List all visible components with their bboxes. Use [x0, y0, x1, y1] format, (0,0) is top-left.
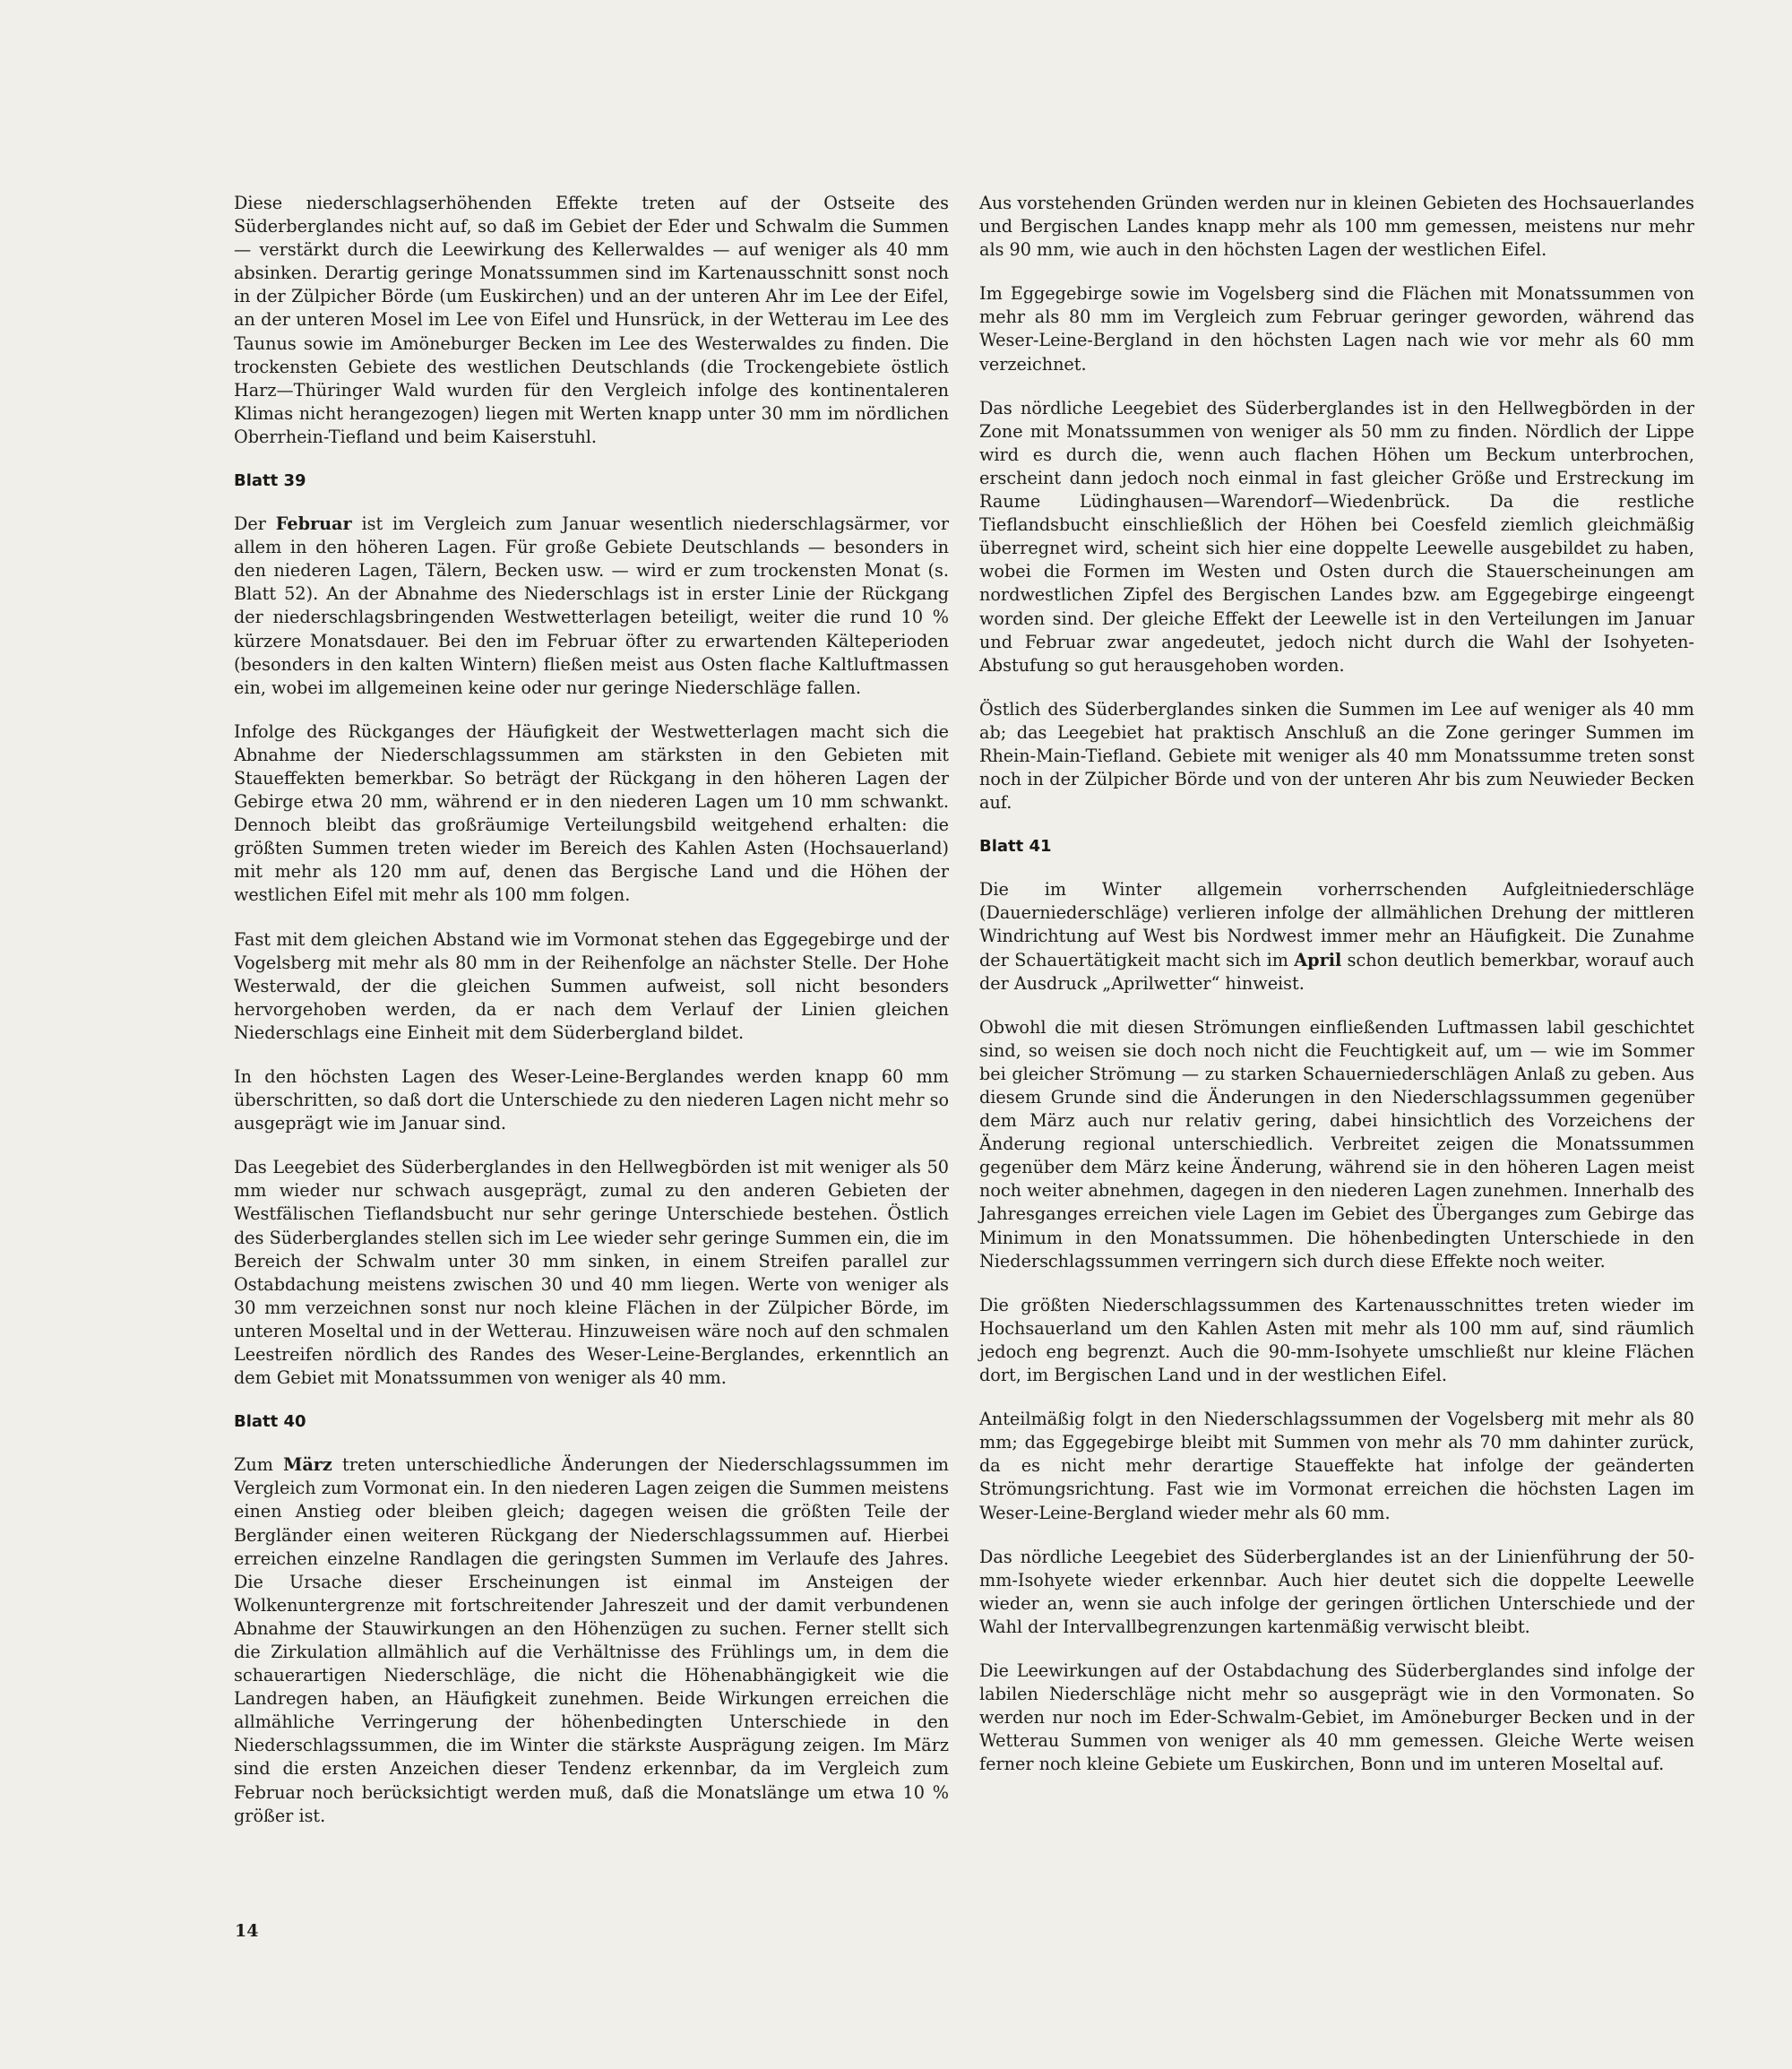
paragraph: In den höchsten Lagen des Weser-Leine-Berglandes werden knapp 60 mm überschritten, so daß dort die Unterschiede zu den niederen Lagen nicht mehr so ausgeprägt wie im Januar sind.	[234, 1066, 949, 1134]
paragraph: Das Leegebiet des Süderberglandes in den Hellwegbörden ist mit weniger als 50 mm wieder nur schwach ausgeprägt, zumal zu den anderen Gebieten der Westfälischen Tieflandsbucht nur sehr geringe Unterschiede bestehen. Östlich des Süderberglandes stellen sich im Lee wieder sehr geringe Summen ein, die im Bereich der Schwalm unter 30 mm sinken, in einem Streifen parallel zur Ostabdachung meistens zwischen 30 und 40 mm liegen. Werte von weniger als 30 mm verzeichnen sonst nur noch kleine Flächen in der Zülpicher Börde, im unteren Moseltal und in der Wetterau. Hinzuweisen wäre noch auf den schmalen Leestreifen nördlich des Randes des Weser-Leine-Berglandes, erkenntlich an dem Gebiet mit Monatssummen von weniger als 40 mm.	[234, 1157, 949, 1389]
paragraph: Die größten Niederschlagssummen des Kartenausschnittes treten wieder im Hochsauerland um den Kahlen Asten mit mehr als 100 mm auf, sind räumlich jedoch eng begrenzt. Auch die 90-mm-Isohyete umschließt nur kleine Flächen dort, im Bergischen Land und in der westlichen Eifel.	[979, 1294, 1694, 1386]
paragraph-body: schon deutlich bemerkbar, worauf auch der Ausdruck „Aprilwetter“ hinweist.	[979, 949, 1694, 994]
paragraph-lead: Der	[234, 513, 276, 535]
section-heading-blatt-39: Blatt 39	[234, 471, 306, 491]
paragraph-body: ist im Vergleich zum Januar wesentlich niederschlagsärmer, vor allem in den höheren Lagen. Für große Gebiete Deutschlands — besonders in den niederen Lagen, Tälern, Becken usw. — wird er zum trockensten Monat (s. Blatt 52). An der Abnahme des Niederschlags ist in erster Linie der Rückgang der niederschlagsbringenden Westwetterlagen beteiligt, weiter die rund 10 % kürzere Monatsdauer. Bei den im Februar öfter zu erwartenden Kälteperioden (besonders in den kalten Wintern) fließen meist aus Osten flache Kaltluftmassen ein, wobei im allgemeinen keine oder nur geringe Niederschläge fallen.	[234, 513, 950, 698]
section-heading-blatt-41: Blatt 41	[979, 837, 1052, 857]
paragraph: Diese niederschlagserhöhenden Effekte treten auf der Ostseite des Süderberglandes nicht auf, so daß im Gebiet der Eder und Schwalm die Summen — verstärkt durch die Leewirkung des Kellerwaldes — auf weniger als 40 mm absinken. Derartig geringe Monatssummen sind im Kartenausschnitt sonst noch in der Zülpicher Börde (um Euskirchen) und an der unteren Ahr im Lee der Eifel, an der unteren Mosel im Lee von Eifel und Hunsrück, in der Wetterau im Lee des Taunus sowie im Amöneburger Becken im Lee des Westerwaldes zu finden. Die trockensten Gebiete des westlichen Deutschlands (die Trockengebiete östlich Harz—Thüringer Wald wurden für den Vergleich infolge des kontinentaleren Klimas nicht herangezogen) liegen mit Werten knapp unter 30 mm im nördlichen Oberrhein-Tiefland und beim Kaiserstuhl.	[234, 193, 949, 447]
paragraph: Die Leewirkungen auf der Ostabdachung des Süderberglandes sind infolge der labilen Niederschläge nicht mehr so ausgeprägt wie in den Vormonaten. So werden nur noch im Eder-Schwalm-Gebiet, im Amöneburger Becken und in der Wetterau Summen von weniger als 40 mm gemessen. Gleiche Werte weisen ferner noch kleine Gebiete um Euskirchen, Bonn und im unteren Moseltal auf.	[979, 1660, 1694, 1775]
paragraph-lead: Die im Winter allgemein vorherrschenden Aufgleitniederschläge (Dauerniederschläge) verlieren infolge der allmählichen Drehung der mittleren Windrichtung auf West bis Nordwest immer mehr an Häufigkeit. Die Zunahme der Schauertätigkeit macht sich im	[979, 879, 1694, 970]
paragraph: Im Eggegebirge sowie im Vogelsberg sind die Flächen mit Monatssummen von mehr als 80 mm im Vergleich zum Februar geringer geworden, während das Weser-Leine-Bergland in den höchsten Lagen nach wie vor mehr als 60 mm verzeichnet.	[979, 283, 1694, 375]
paragraph	[234, 513, 949, 700]
month-emphasis: April	[1294, 949, 1342, 970]
paragraph: Anteilmäßig folgt in den Niederschlagssummen der Vogelsberg mit mehr als 80 mm; das Eggegebirge bleibt mit Summen von mehr als 70 mm dahinter zurück, da es nicht mehr derartige Staueffekte hat infolge der geänderten Strömungsrichtung. Fast wie im Vormonat erreichen die höchsten Lagen im Weser-Leine-Bergland wieder mehr als 60 mm.	[979, 1409, 1694, 1523]
paragraph	[979, 878, 1694, 995]
section-heading-blatt-40: Blatt 40	[234, 1412, 306, 1432]
left-column	[234, 192, 949, 1849]
paragraph: Fast mit dem gleichen Abstand wie im Vormonat stehen das Eggegebirge und der Vogelsberg mit mehr als 80 mm in der Reihenfolge an nächster Stelle. Der Hohe Westerwald, der die gleichen Summen aufweist, soll nicht besonders hervorgehoben werden, da er nach dem Verlauf der Linien gleichen Niederschlags eine Einheit mit dem Süderbergland bildet.	[234, 928, 949, 1043]
month-emphasis: Februar	[275, 513, 352, 535]
paragraph	[234, 1453, 949, 1828]
paragraph-lead: Zum	[234, 1454, 284, 1476]
paragraph: Das nördliche Leegebiet des Süderberglandes ist an der Linienführung der 50-mm-Isohyete wieder erkennbar. Auch hier deutet sich die doppelte Leewelle wieder an, wenn sie auch infolge der geringen örtlichen Unterschiede und der Wahl der Intervallbegrenzungen kartenmäßig verwischt bleibt.	[979, 1546, 1694, 1637]
month-emphasis: März	[283, 1454, 332, 1476]
paragraph: Östlich des Süderberglandes sinken die Summen im Lee auf weniger als 40 mm ab; das Leegebiet hat praktisch Anschluß an die Zone geringer Summen im Rhein-Main-Tiefland. Gebiete mit weniger als 40 mm Monatssumme treten sonst noch in der Zülpicher Börde und von der unteren Ahr bis zum Neuwieder Becken auf.	[979, 698, 1694, 814]
right-column	[979, 192, 1694, 1797]
paragraph-body: treten unterschiedliche Änderungen der Niederschlagssummen im Vergleich zum Vormonat ein. In den niederen Lagen zeigen die Summen meistens einen Anstieg oder bleiben gleich; dagegen weisen die größten Teile der Bergländer einen weiteren Rückgang der Niederschlagssummen auf. Hierbei erreichen einzelne Randlagen die geringsten Summen im Verlaufe des Jahres. Die Ursache dieser Erscheinungen ist einmal im Ansteigen der Wolkenuntergrenze mit fortschreitender Jahreszeit und der damit verbundenen Abnahme der Stauwirkungen an den Höhenzügen zu suchen. Ferner stellt sich die Zirkulation allmählich auf die Verhältnisse des Frühlings um, in dem die schauerartigen Niederschläge, die nicht die Höhenabhängigkeit wie die Landregen haben, an Häufigkeit zunehmen. Beide Wirkungen erreichen die allmähliche Verringerung der höhenbedingten Unterschiede in den Niederschlagssummen, die im Winter die stärkste Ausprägung zeigen. Im März sind die ersten Anzeichen dieser Tendenz erkennbar, da im Vergleich zum Februar noch berücksichtigt werden muß, daß die Monatslänge um etwa 10 % größer ist.	[234, 1454, 950, 1826]
paragraph: Das nördliche Leegebiet des Süderberglandes ist in den Hellwegbörden in der Zone mit Monatssummen von weniger als 50 mm zu finden. Nördlich der Lippe wird es durch die, wenn auch flachen Höhen um Beckum unterbrochen, erscheint dann jedoch noch einmal in fast gleicher Größe und Erstreckung im Raume Lüdinghausen—Warendorf—Wiedenbrück. Da die restliche Tieflandsbucht einschließlich der Höhen bei Coesfeld ziemlich gleichmäßig überregnet wird, scheint sich hier eine doppelte Leewelle ausgebildet zu haben, wobei die Formen im Westen und Osten durch die Stauerscheinungen am nordwestlichen Zipfel des Bergischen Landes bzw. am Eggegebirge eingeengt worden sind. Der gleiche Effekt der Leewelle ist in den Verteilungen im Januar und Februar zwar angedeutet, jedoch nicht durch die Wahl der Isohyeten-Abstufung so gut herausgehoben worden.	[979, 397, 1694, 676]
paragraph: Aus vorstehenden Gründen werden nur in kleinen Gebieten des Hochsauerlandes und Bergischen Landes knapp mehr als 100 mm gemessen, meistens nur mehr als 90 mm, wie auch in den höchsten Lagen der westlichen Eifel.	[979, 193, 1694, 261]
paragraph: Obwohl die mit diesen Strömungen einfließenden Luftmassen labil geschichtet sind, so weisen sie doch noch nicht die Feuchtigkeit auf, um — wie im Sommer bei gleicher Strömung — zu starken Schauerniederschlägen Anlaß zu geben. Aus diesem Grunde sind die Änderungen in den Niederschlagssummen gegenüber dem März auch nur relativ gering, dabei hinsichtlich des Vorzeichens der Änderung regional unterschiedlich. Verbreitet zeigen die Monatssummen gegenüber dem März keine Änderung, während sie in den höheren Lagen meist noch weiter abnehmen, dagegen in den niederen Lagen zunehmen. Innerhalb des Jahresganges erreichen viele Lagen im Gebiet des Überganges zum Gebirge das Minimum in den Monatssummen. Die höhenbedingten Unterschiede in den Niederschlagssummen verringern sich durch diese Effekte noch weiter.	[979, 1016, 1694, 1272]
page-number: 14	[235, 1921, 259, 1941]
paragraph: Infolge des Rückganges der Häufigkeit der Westwetterlagen macht sich die Abnahme der Niederschlagssummen am stärksten in den Gebieten mit Staueffekten bemerkbar. So beträgt der Rückgang in den höheren Lagen der Gebirge etwa 20 mm, während er in den niederen Lagen um 10 mm schwankt. Dennoch bleibt das großräumige Verteilungsbild weitgehend erhalten: die größten Summen treten wieder im Bereich des Kahlen Asten (Hochsauerland) mit mehr als 120 mm auf, denen das Bergische Land und die Höhen der westlichen Eifel mit mehr als 100 mm folgen.	[234, 720, 949, 906]
